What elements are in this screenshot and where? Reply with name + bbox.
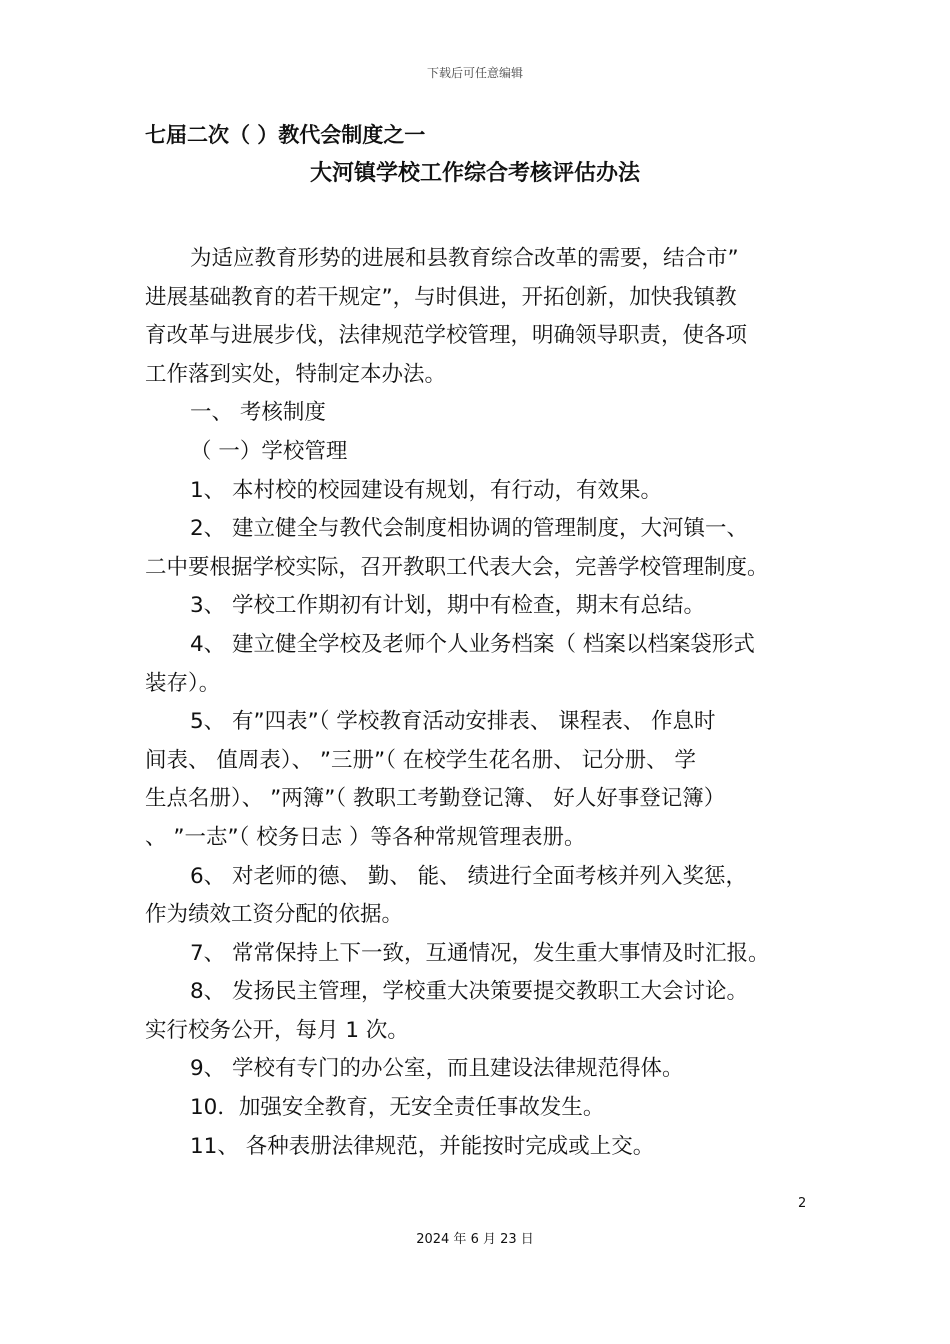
paragraph-line: 1、 本村校的校园建设有规划，有行动，有效果。 [190, 477, 663, 503]
list-item [145, 587, 810, 626]
document-title: 大河镇学校工作综合考核评估办法 [309, 161, 640, 186]
paragraph-line: 为适应教育形势的进展和县教育综合改革的需要，结合市” [190, 246, 739, 271]
paragraph-line: 生点名册）、 ”两簿”（ 教职工考勤登记簿、 好人好事登记簿） [145, 786, 726, 812]
paragraph [145, 240, 810, 394]
paragraph-line: 9、 学校有专门的办公室，而且建设法律规范得体。 [190, 1056, 684, 1082]
list-item [145, 472, 810, 511]
paragraph-line: 一、 考核制度 [190, 400, 326, 426]
paragraph-line: 3、 学校工作期初有计划，期中有检查，期末有总结。 [190, 593, 706, 619]
paragraph-line: 间表、 值周表）、 ”三册”（ 在校学生花名册、 记分册、 学 [145, 747, 696, 773]
list-item [145, 1050, 810, 1089]
paragraph-line: 作为绩效工资分配的依据。 [145, 902, 404, 928]
paragraph-line: 10．加强安全教育，无安全责任事故发生。 [190, 1095, 605, 1121]
paragraph-line: 实行校务公开，每月 1 次。 [145, 1017, 409, 1043]
header-note: 下载后可任意编辑 [426, 66, 523, 80]
paragraph-line: 7、 常常保持上下一致，互通情况，发生重大事情及时汇报。 [190, 940, 770, 966]
paragraph-line: 二中要根据学校实际，召开教职工代表大会，完善学校管理制度。 [145, 554, 769, 580]
footer-date: 2024 年 6 月 23 日 [416, 1232, 534, 1247]
paragraph-line: 2、 建立健全与教代会制度相协调的管理制度，大河镇一、 [190, 516, 749, 542]
list-item [145, 1128, 810, 1167]
page-number: 2 [798, 1196, 807, 1211]
document-body [145, 240, 810, 1166]
series-title: 七届二次（ ）教代会制度之一 [145, 123, 426, 147]
list-item [145, 973, 810, 1050]
paragraph-line: 8、 发扬民主管理，学校重大决策要提交教职工大会讨论。 [190, 979, 749, 1005]
paragraph-line: 工作落到实处，特制定本办法。 [145, 361, 447, 387]
paragraph-line: 进展基础教育的若干规定”，与时俱进，开拓创新，加快我镇教 [145, 284, 737, 310]
list-item [145, 858, 810, 935]
paragraph-line: 4、 建立健全学校及老师个人业务档案（ 档案以档案袋形式 [190, 631, 755, 657]
list-item [145, 935, 810, 974]
paragraph-line: 育改革与进展步伐，法律规范学校管理，明确领导职责，使各项 [145, 323, 748, 349]
paragraph-line: （ 一）学校管理 [190, 438, 348, 464]
section-heading [145, 394, 810, 433]
paragraph-line: 5、 有”四表”（ 学校教育活动安排表、 课程表、 作息时 [190, 709, 716, 735]
list-item [145, 703, 810, 857]
paragraph-line: 装存）。 [145, 670, 221, 696]
list-item [145, 626, 810, 703]
paragraph-line: 6、 对老师的德、 勤、 能、 绩进行全面考核并列入奖惩， [190, 863, 748, 889]
paragraph-line: 11、 各种表册法律规范，并能按时完成或上交。 [190, 1133, 655, 1159]
paragraph-line: 、 ”一志”（ 校务日志 ）等各种常规管理表册。 [145, 824, 586, 850]
list-item [145, 510, 810, 587]
list-item [145, 1089, 810, 1128]
subsection-heading [145, 433, 810, 472]
